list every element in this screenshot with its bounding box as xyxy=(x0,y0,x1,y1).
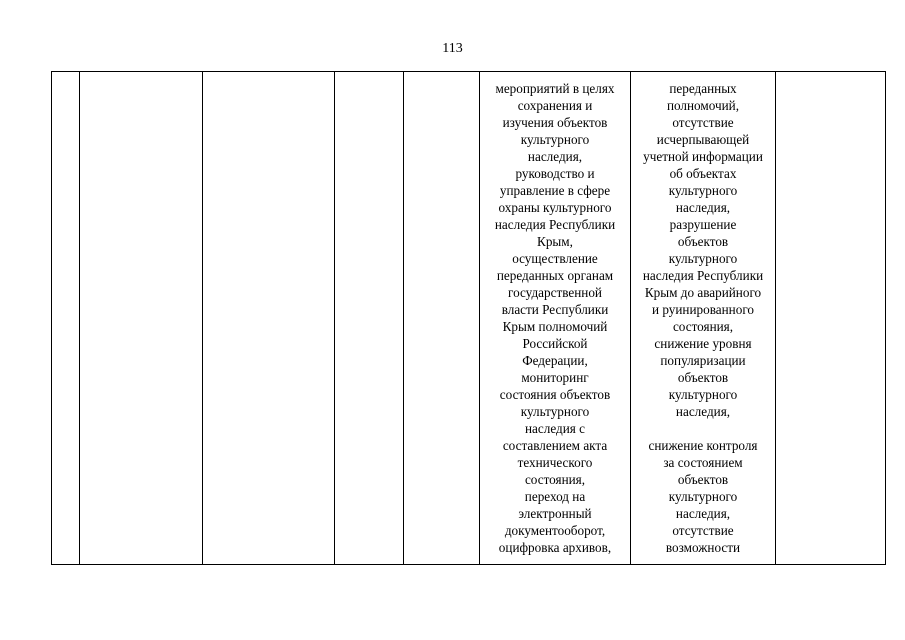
text-line: Крым полномочий xyxy=(502,319,608,334)
text-line: Российской xyxy=(522,336,588,351)
text-line: культурного xyxy=(668,489,738,504)
text-line: отсутствие xyxy=(672,523,734,538)
text-line: Крым, xyxy=(537,234,573,249)
text-line: изучения объектов xyxy=(502,115,608,130)
text-line: об объектах xyxy=(669,166,737,181)
text-line: наследия, xyxy=(527,149,583,164)
text-line: мероприятий в целях xyxy=(495,81,615,96)
text-line: культурного xyxy=(668,387,738,402)
cell-executor xyxy=(203,72,335,565)
cell-end xyxy=(404,72,480,565)
text-line: объектов xyxy=(677,234,729,249)
text-line: наследия с xyxy=(524,421,585,436)
text-line: снижение уровня xyxy=(654,336,752,351)
text-line: и руинированного xyxy=(651,302,755,317)
cell-indicators xyxy=(776,72,886,565)
text-line: переданных органам xyxy=(496,268,614,283)
text-line: культурного xyxy=(668,183,738,198)
text-line: переход на xyxy=(524,489,586,504)
text-line: исчерпывающей xyxy=(656,132,750,147)
text-line: культурного xyxy=(668,251,738,266)
text-line: наследия, xyxy=(675,506,731,521)
text-line: технического xyxy=(517,455,593,470)
cell-measures xyxy=(480,72,631,565)
text-line: власти Республики xyxy=(501,302,609,317)
text-line xyxy=(631,420,775,437)
text-line: наследия Республики xyxy=(494,217,616,232)
text-line: снижение контроля xyxy=(648,438,758,453)
program-table xyxy=(51,71,886,565)
text-line: наследия, xyxy=(675,404,731,419)
text-line: популяризации xyxy=(660,353,746,368)
text-line: возможности xyxy=(665,540,741,555)
text-line: составлением акта xyxy=(502,438,608,453)
text-line: сохранения и xyxy=(517,98,593,113)
text-line: культурного xyxy=(520,132,590,147)
text-line: наследия Республики xyxy=(642,268,764,283)
text-line: переданных xyxy=(669,81,737,96)
text-line: документооборот, xyxy=(504,523,606,538)
text-line: электронный xyxy=(518,506,592,521)
text-line: разрушение xyxy=(669,217,737,232)
text-line: состояния, xyxy=(524,472,586,487)
cell-risks xyxy=(631,72,776,565)
cell-start xyxy=(335,72,404,565)
text-line: управление в сфере xyxy=(499,183,611,198)
text-line: охраны культурного xyxy=(498,200,612,215)
text-line: государственной xyxy=(508,285,602,300)
risks-text xyxy=(631,72,775,556)
text-line: отсутствие xyxy=(672,115,734,130)
table-row xyxy=(52,72,886,565)
text-line: полномочий, xyxy=(666,98,740,113)
text-line: мониторинг xyxy=(521,370,589,385)
text-line: руководство и xyxy=(515,166,595,181)
text-line: учетной информации xyxy=(643,149,763,164)
cell-number xyxy=(52,72,80,565)
text-line: за состоянием xyxy=(663,455,743,470)
text-line: наследия, xyxy=(675,200,731,215)
text-line: объектов xyxy=(677,472,729,487)
text-line: осуществление xyxy=(512,251,598,266)
text-line: культурного xyxy=(520,404,590,419)
measures-text xyxy=(480,72,630,556)
text-line: объектов xyxy=(677,370,729,385)
cell-name xyxy=(80,72,203,565)
text-line: Федерации, xyxy=(522,353,588,368)
text-line: Крым до аварийного xyxy=(644,285,762,300)
text-line: оцифровка архивов, xyxy=(498,540,612,555)
page-number: 113 xyxy=(442,41,463,56)
text-line: состояния, xyxy=(672,319,734,334)
text-line: состояния объектов xyxy=(499,387,611,402)
